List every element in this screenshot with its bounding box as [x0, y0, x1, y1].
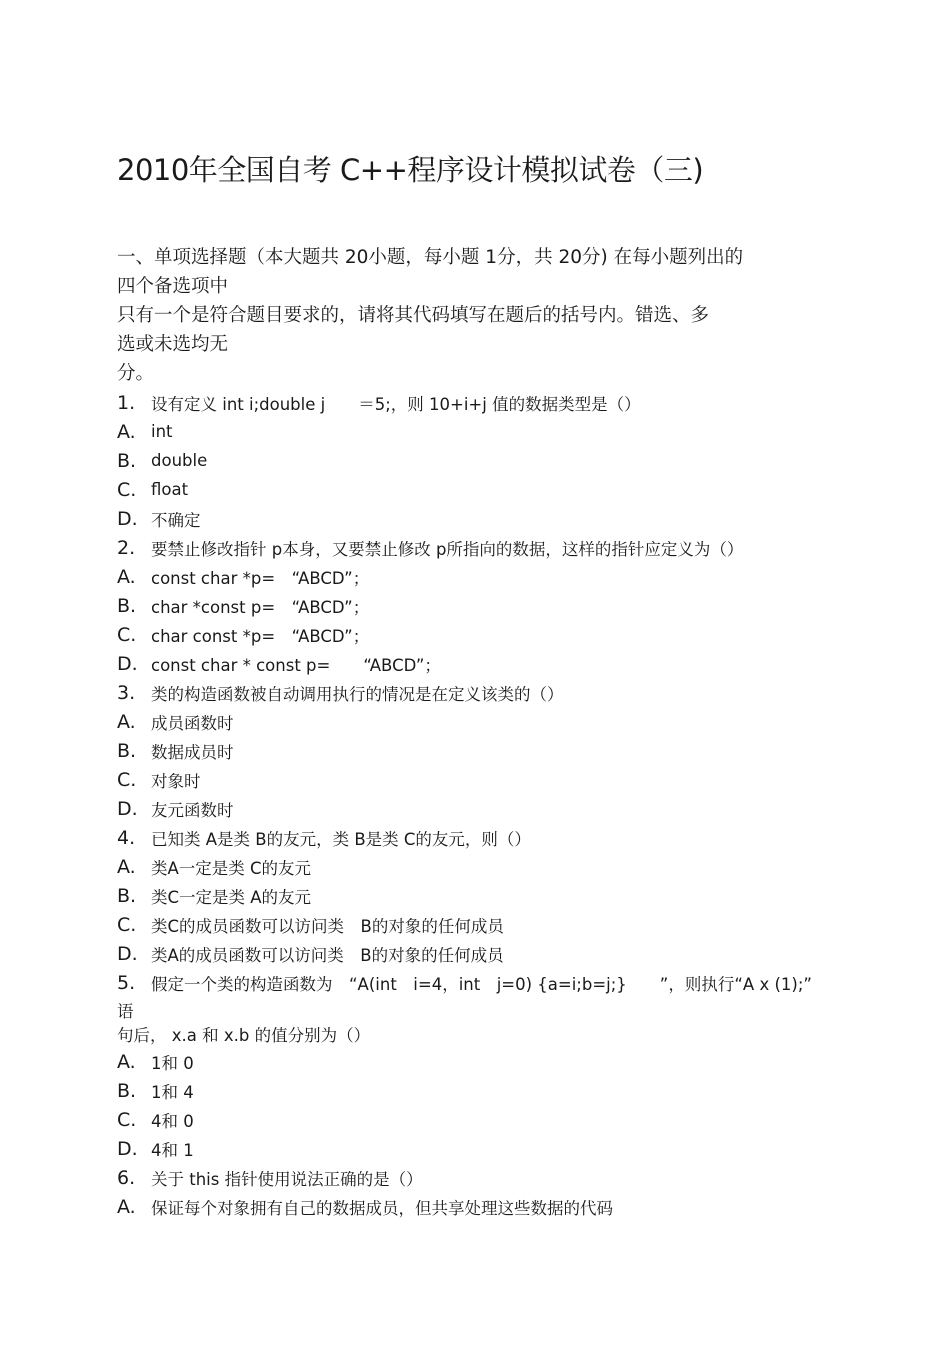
option-text: 1和 4: [151, 1082, 194, 1102]
option-2a: [117, 562, 369, 591]
question-text: 已知类 A是类 B的友元，类 B是类 C的友元，则（）: [151, 829, 531, 849]
option-text: 成员函数时: [151, 713, 234, 733]
option-text: double: [151, 451, 208, 470]
option-label: B.: [117, 1079, 137, 1102]
option-3c: [117, 765, 201, 794]
option-label: B.: [117, 884, 137, 907]
option-text: 保证每个对象拥有自己的数据成员，但共享处理这些数据的代码: [151, 1198, 613, 1218]
option-1a: [117, 417, 173, 446]
option-text: char const *p= “ABCD”；: [151, 626, 370, 646]
option-label: D.: [117, 507, 138, 530]
question-4: [117, 823, 531, 852]
question-number: 6.: [117, 1166, 136, 1189]
question-5-continuation-2: 句后， x.a 和 x.b 的值分别为（）: [117, 1026, 371, 1045]
page-title: 2010年全国自考 C++程序设计模拟试卷（三): [117, 153, 704, 187]
option-2c: [117, 620, 369, 649]
option-label: C.: [117, 913, 137, 936]
option-3d: [117, 794, 234, 823]
option-3a: [117, 707, 234, 736]
option-1d: [117, 504, 201, 533]
option-text: 类A一定是类 C的友元: [151, 858, 312, 878]
option-text: 类C的成员函数可以访问类 B的对象的任何成员: [151, 916, 504, 936]
question-6: [117, 1163, 423, 1192]
section-intro-line-5: 分。: [117, 363, 155, 384]
question-number: 3.: [117, 681, 136, 704]
option-label: C.: [117, 1108, 137, 1131]
option-4a: [117, 852, 311, 881]
option-label: B.: [117, 449, 137, 472]
option-label: A.: [117, 1050, 136, 1073]
option-label: A.: [117, 855, 136, 878]
option-label: B.: [117, 594, 137, 617]
section-intro-line-1: 一、单项选择题（本大题共 20小题，每小题 1分，共 20分) 在每小题列出的: [117, 247, 744, 268]
option-label: C.: [117, 478, 137, 501]
option-4b: [117, 881, 311, 910]
option-label: A.: [117, 565, 136, 588]
option-text: 友元函数时: [151, 800, 234, 820]
option-1c: [117, 475, 188, 504]
option-label: D.: [117, 1137, 138, 1160]
question-5: [117, 968, 812, 997]
option-label: A.: [117, 710, 136, 733]
option-5a: [117, 1047, 194, 1076]
question-number: 1.: [117, 391, 136, 414]
question-text: 假定一个类的构造函数为 “A(int i=4，int j=0) {a=i;b=j;} ”，则执行“A x (1);”: [151, 974, 812, 994]
question-number: 5.: [117, 971, 136, 994]
question-text: 关于 this 指针使用说法正确的是（）: [151, 1169, 423, 1189]
question-3: [117, 678, 564, 707]
option-label: A.: [117, 420, 136, 443]
section-intro-line-3: 只有一个是符合题目要求的，请将其代码填写在题后的括号内。错选、多: [117, 305, 710, 326]
question-2: [117, 533, 743, 562]
option-2d: [117, 649, 441, 678]
option-text: float: [151, 480, 189, 499]
option-label: A.: [117, 1195, 136, 1218]
option-label: D.: [117, 797, 138, 820]
option-text: int: [151, 422, 173, 441]
option-label: C.: [117, 768, 137, 791]
question-number: 2.: [117, 536, 136, 559]
option-text: 4和 0: [151, 1111, 194, 1131]
question-text: 类的构造函数被自动调用执行的情况是在定义该类的（）: [151, 684, 564, 704]
question-number: 4.: [117, 826, 136, 849]
option-label: B.: [117, 739, 137, 762]
option-text: 类C一定是类 A的友元: [151, 887, 312, 907]
option-text: const char * const p= “ABCD”；: [151, 655, 441, 675]
option-text: const char *p= “ABCD”；: [151, 568, 370, 588]
question-1: [117, 388, 641, 417]
question-text: 设有定义 int i;double j ＝5;，则 10+i+j 值的数据类型是（）: [151, 394, 641, 414]
option-5d: [117, 1134, 194, 1163]
section-intro-line-2: 四个备选项中: [117, 276, 229, 297]
option-text: char *const p= “ABCD”；: [151, 597, 370, 617]
option-label: D.: [117, 942, 138, 965]
option-text: 4和 1: [151, 1140, 194, 1160]
option-text: 类A的成员函数可以访问类 B的对象的任何成员: [151, 945, 504, 965]
option-1b: [117, 446, 207, 475]
option-5c: [117, 1105, 194, 1134]
option-3b: [117, 736, 234, 765]
option-4d: [117, 939, 504, 968]
option-text: 数据成员时: [151, 742, 234, 762]
option-label: C.: [117, 623, 137, 646]
option-2b: [117, 591, 369, 620]
question-5-continuation-1: 语: [117, 1002, 134, 1021]
option-text: 不确定: [151, 510, 201, 530]
section-intro-line-4: 选或未选均无: [117, 334, 229, 355]
question-text: 要禁止修改指针 p本身，又要禁止修改 p所指向的数据，这样的指针应定义为（）: [151, 539, 744, 559]
option-6a: [117, 1192, 613, 1221]
option-5b: [117, 1076, 194, 1105]
option-text: 1和 0: [151, 1053, 194, 1073]
option-label: D.: [117, 652, 138, 675]
option-4c: [117, 910, 504, 939]
option-text: 对象时: [151, 771, 201, 791]
